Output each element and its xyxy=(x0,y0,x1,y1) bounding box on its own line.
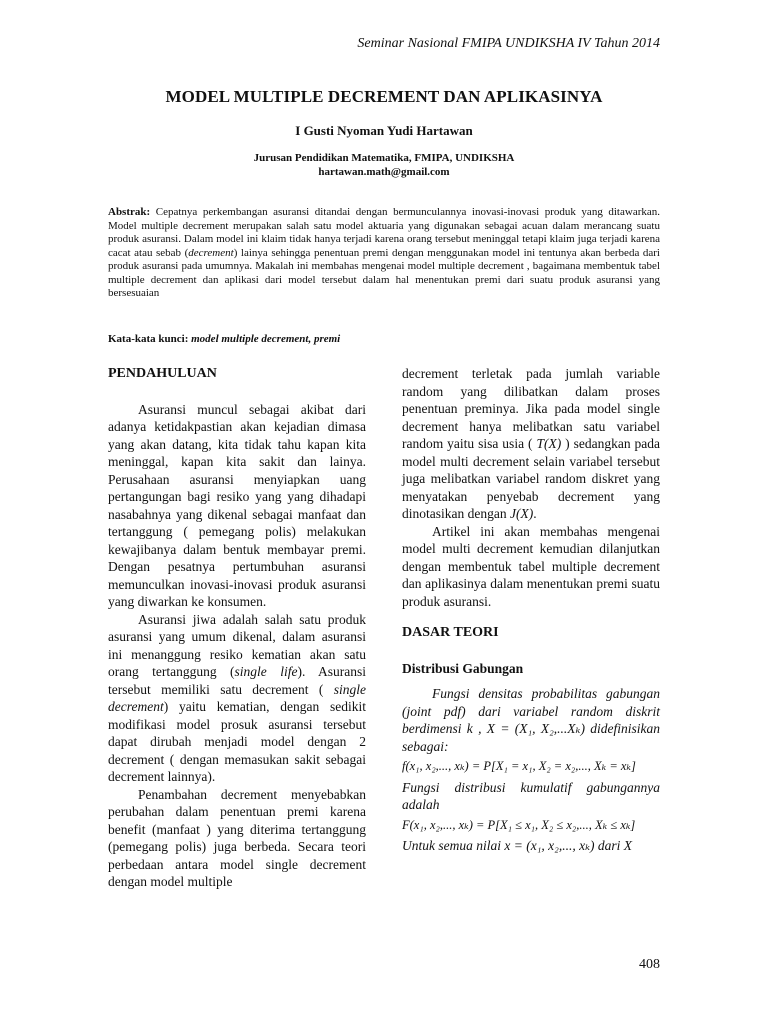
math-inline: T(X) xyxy=(536,436,562,451)
keywords-label: Kata-kata kunci: xyxy=(108,333,189,345)
left-column xyxy=(108,365,366,891)
affiliation: Jurusan Pendidikan Matematika, FMIPA, UNDIKSHA xyxy=(253,152,515,164)
math-inline: J(X) xyxy=(509,506,534,521)
running-head: Seminar Nasional FMIPA UNDIKSHA IV Tahun 2014 xyxy=(357,36,660,51)
paragraph: Penambahan decrement menyebabkan perubahan dalam penentuan premi karena benefit (manfaat ) yang diterima tertanggung (pemegang polis) juga berbeda. Secara teori perbedaan antara model single decrement dengan model multiple xyxy=(108,786,366,889)
author-email: hartawan.math@gmail.com xyxy=(318,166,450,178)
subsection-heading: Distribusi Gabungan xyxy=(402,660,524,676)
right-column xyxy=(402,365,660,855)
section-heading-dasar-teori: DASAR TEORI xyxy=(402,625,499,640)
paragraph-text: dari X xyxy=(597,838,633,853)
paragraph xyxy=(402,685,660,755)
paragraph-text: Fungsi densitas probabilitas gabungan (joint pdf) dari variabel random diskrit berdimensi k xyxy=(402,686,660,736)
abstract-label: Abstrak: xyxy=(108,206,151,218)
keywords xyxy=(108,333,660,345)
paragraph-text: ) sedangkan pada model multi decrement selain variabel tersebut juga melibatkan variabel random diskret yang menyatakan penyebab decrement yang dinotasikan dengan xyxy=(402,436,661,521)
paragraph: Fungsi distribusi kumulatif gabungannya adalah xyxy=(402,779,660,812)
emph-text: single decrement xyxy=(108,681,366,714)
paragraph-text: Asuransi jiwa adalah salah satu produk asuransi yang umum dikenal, dalam asuransi ini menanggung resiko kematian akan satu orang tertanggung ( xyxy=(108,611,366,679)
keywords-text: model multiple decrement, premi xyxy=(191,333,341,345)
emph-text: single life xyxy=(234,664,298,679)
math-inline: , X = (X₁, X₂,...Xₖ) xyxy=(478,721,585,736)
author-name: I Gusti Nyoman Yudi Hartawan xyxy=(295,123,473,138)
abstract-text-2: ) lainya sehingga penentuan premi dengan menggunakan model ini tentunya akan berbeda dari produk asuransi pada umumnya. Makalah ini membahas mengenai model multiple decrement , bagaimana membentuk tabel multiple decrement dan aplikasi dari model tersebut dalam hal menentukan premi dari suatu produk asuransi yang bersesuaian xyxy=(108,246,660,299)
paragraph: Artikel ini akan membahas mengenai model multi decrement kemudian dilanjutkan dengan membentuk tabel multiple decrement dan aplikasinya dalam menentukan premi suatu produk asuransi. xyxy=(402,523,660,609)
formula-joint-cdf: F(x₁, x₂,..., xₖ) = P[X₁ ≤ x₁, X₂ ≤ x₂,..., Xₖ ≤ xₖ] xyxy=(402,817,636,832)
paragraph-text: ) yaitu kematian, dengan sedikit modifikasi model prosuk asuransi tersebut dapat dirubah menjadi model dengan 2 decrement ( dengan memasukan sakit sebagai decrement lainnya). xyxy=(108,699,366,784)
paper-title: MODEL MULTIPLE DECREMENT DAN APLIKASINYA xyxy=(165,87,603,106)
abstract-text-1: Cepatnya perkembangan asuransi ditandai dengan bermunculannya inovasi-inovasi produk yang ditawarkan. Model multiple decrement merupakan salah satu model aktuaria yang digunakan sebagai acuan dalam merancang suatu produk asuransi. Dalam model ini klaim tidak hanya terjadi karena orang tersebut meninggal tetapi klaim juga terjadi karena cacat atau sebab ( xyxy=(108,206,660,259)
section-heading-pendahuluan: PENDAHULUAN xyxy=(108,366,217,381)
abstract-emph: decrement xyxy=(188,246,234,259)
paragraph-text: didefinisikan sebagai: xyxy=(402,721,661,754)
paragraph xyxy=(402,837,660,855)
paragraph: Asuransi muncul sebagai akibat dari adanya ketidakpastian akan kejadian dimasa yang akan datang, kita tidak tahu kapan kita meninggal, kapan kita sakit dan lainya. Perusahaan asuransi menyiapkan uang pertangungan bagi resiko yang yang dihadapi nasabahnya yang dikenal sebagai manfaat dan tertanggung ( pemegang polis) melakukan kewajibanya dalam bentuk membayar premi. Dengan pesatnya pertumbuhan asuransi memunculkan inovasi-inovasi produk asuransi yang diwarkan ke konsumen. xyxy=(108,401,366,609)
paragraph-text: ). Asuransi tersebut memiliki satu decrement ( xyxy=(108,664,366,697)
paragraph xyxy=(108,611,366,786)
paragraph-text: Untuk semua nilai xyxy=(402,838,501,853)
paragraph-text: . xyxy=(533,506,537,521)
paragraph-text: decrement terletak pada jumlah variable random yang dilibatkan dalam proses penentuan preminya. Jika pada model single decrement hanya melibatkan satu variabel random yaitu sisa usia ( xyxy=(402,366,660,451)
math-inline: x = (x₁, x₂,..., xₖ) xyxy=(504,838,595,853)
paragraph xyxy=(402,365,660,523)
abstract xyxy=(108,206,660,301)
formula-joint-pdf: f(x₁, x₂,..., xₖ) = P[X₁ = x₁, X₂ = x₂,..., Xₖ = xₖ] xyxy=(402,759,636,773)
page-number: 408 xyxy=(639,957,660,972)
affiliation-block xyxy=(0,151,768,179)
